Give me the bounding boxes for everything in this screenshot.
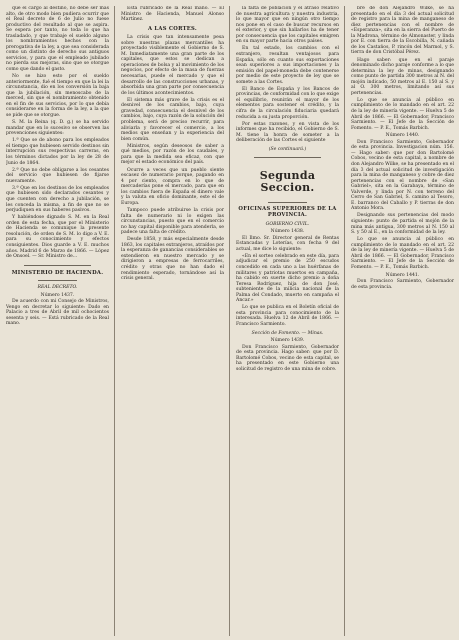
section-heading: A LAS CORTES. — [147, 25, 197, 32]
divider — [38, 280, 77, 281]
section-heading: OFICINAS SUPERIORES DE LA PROVINCIA. — [238, 206, 337, 218]
text-column-2 — [121, 6, 230, 636]
paragraph: El Banco de España y los Bancos de provincias, de conformidad con lo que exige el equilibrio, reunirán el mayor de los elementos para sostener el crédito, y la cifra de la circulación fiduciaria quedará reducida a su justa proporción. — [236, 86, 339, 120]
paragraph: Hago saber: que en el paraje denominado dicho paraje conforme a lo que determina la ley de minas, designando como punto de partida 300 metros al N. del mojón indicado, 50 metros al E. 150 al S. y al O. 300 metros, limitando así sus pertenencias. — [351, 57, 454, 96]
paragraph: El sistema más grave de la crisis es el desnivel de los cambios, bajo, cuya gravedad, consecuencia el desnivel de los cambios, bajo, cuya razón de la solución del problema, será de preciso recurrir, para aliviarla y favorecer el comercio, a los medios que enseñan y la experiencia del bien común. — [121, 97, 224, 142]
paragraph: 1.ª Que se de abono para los empleados el tiempo que hubiesen servido destinos sin interrupción sus respectivas carreras, en los términos dictados por la ley de 28 de Junio de 1864. — [6, 138, 109, 166]
notice-number: Número 1437. — [40, 292, 75, 298]
paragraph: Por estas razones, y en vista de los informes que ha recibido, el Gobierno de S. M. tiene la honra de someter a la deliberación de las Cortes el siguiente — [236, 121, 339, 144]
divider — [24, 265, 91, 266]
paragraph: Tampoco puede atribuirse la crisis por falta de numerario ni lo exigen las circunstancias, puesto que en el comercio no hay capital disponible para atenderla, se padece una falta de crédito. — [121, 207, 224, 236]
paragraph: Lo que se anuncia al público en cumplimiento de lo mandado en el art. 22 de la ley de minería vigente. — Huelva 5 de Abril de 1866. — El Gobernador, Francisco Sarmiento. — El Jefe de la Sección de Fomento. — P. E., Tomás Barbich. — [351, 237, 454, 270]
paragraph: «En el sorteo celebrado en este día, para adjudicar el premio de 250 escudos concedido en cada uno a las huérfanas de militares y patriotas muertos en campaña, ha cabido en suerte dicho premio a doña Teresa Rodríguez, hija de don José, subteniente de la milicia nacional de la Palma del Condado, muerto en campaña el Ancar.» — [236, 253, 339, 304]
subheading: REAL DECRETO. — [37, 285, 78, 291]
paragraph: Designando sus pertenencias del modo siguiente: punto de partida el mojón de la mina más antigua, 300 metros al N. 150 al S. y 50 al E., en la conformidad de la ley. — [351, 213, 454, 236]
paragraph: El Ilmo. Sr. Director general de Rentas Estancadas y Loterías, con fecha 9 del actual, me dice lo siguiente: — [236, 235, 339, 252]
paragraph: De acuerdo con mi Consejo de Ministros, Vengo en decretar lo siguiente: Dado en Palacio a tres de Abril de mil ochocientos sesenta y seis. — Está rubricado de la Real mano. — [6, 299, 109, 327]
text-column-3 — [236, 6, 345, 636]
paragraph: Lo que se publica en el Boletín oficial de esta provincia para conocimiento de la interesada. Huelva 12 de Abril de 1866. — Francisco Sarmiento. — [236, 305, 339, 328]
text-column-1 — [6, 6, 115, 636]
paragraph: Ministros, según deseosos de saber a qué medios, por razón de los caudales, y para que la medida sea eficaz, con que mejor el estado económico del país. — [121, 143, 224, 166]
paragraph: Don Francisco Sarmiento, Gobernador de esta provincia. Hago saber: que por D. Bartolomé Cobos, vecino de esta capital, se ha presentado en este Gobierno una solicitud de registro de una mina de cobre. — [236, 344, 339, 372]
paragraph: Está rubricado de la Real mano. — El Ministro de Hacienda, Manuel Alonso Martínez. — [121, 6, 224, 23]
paragraph: 3.ª Que en los destinos de los empleados que hubiesen sido declarados cesantes y que cuenten con derecho a jubilación, se les conceda la misma, a fin de que no se perjudiquen en sus haberes pasivos. — [6, 185, 109, 214]
paragraph: Ocurre a veces que un pueblo siente escasez de numerario porque, pagando en 4 por ciento, compra en lo que de mercaderías pone el mercado, para que en los cambios fuera de España el dinero vale y la valuta en oficio dominante, este el de Europa. — [121, 167, 224, 206]
paragraph: La crisis que tan intensamente pesa sobre nuestras plazas mercantiles ha proyectado visiblemente el Gobierno de S. M. Inmediatamente una gran parte de los capitales, que estos se dedican a operaciones de bolsa y al movimiento de los negocios, por efecto de la masa de fuerzas necesarias, puede el mercado y que el desarrollo de las construcciones urbanas, y absorbida una gran parte por consecuencia de los últimos acontecimientos. — [121, 35, 224, 96]
notice-number: Número 1441. — [385, 272, 420, 278]
paragraph: Don Francisco Sarmiento, Gobernador de esta provincia. Investigacion núm. 156. — Hago saber: que por don Bartolomé Cobos, vecino de esta capital, a nombre de don Alejandro Wilke, se ha presentado en el día 3 del actual solicitud de investigación para la mina de manganeso y cobre de diez pertenencias con el nombre de «San Gabriel», sita en la Garabaya, término de Valverde, y linda por N. con terreno del Cerro de San Gabriel, S. camino al Tesoro, E. barranco del Caballo y P. tierras de don Antonio Mora. — [351, 139, 454, 212]
text-column-4 — [351, 6, 454, 636]
divider — [268, 202, 307, 203]
paragraph: 2.ª Que no debe obligarse a los cesantes del servicio que hubiesen de fijarse nuevamente. — [6, 167, 109, 184]
notice-number: Número 1439. — [270, 338, 305, 344]
paragraph: En tal estado, los cambios con el extranjero, resultan ventajosos para España, sólo en cuanto sus exportaciones sean superiores a sus importaciones y la emisión del papel-moneda debe contenerse por medio de este proyecto de ley que se somete a las Cortes. — [236, 46, 339, 85]
subheading: Sección de Fomento. — Minas. — [251, 330, 324, 336]
paragraph: Desde 1858, y más especialmente desde 1863, los capitales extranjeros, atraídos por la esperanza de ganancias considerables se extendieron en nuestro mercado y se dirigieron a empresas de ferrocarriles, crédito y otras que no han dado el rendimiento esperado, tornándose así la crisis general. — [121, 237, 224, 282]
paragraph: que el cargo al destino, no debe ser más alto, de otro modo bien pudiera ocurrir que el Real decreto de 6 de Julio no fuese productivo del resultado al que se aspira. Se espera por tanto, no toda lo que ha trasladado, y que trabaje el sueldo alguno los nombramientos hechos con la prerogativa de la ley, a que sea considerada como un distinto de derecho sus antiguos servicios, y para que el empleado jubilado no pierda sus mejoras, sino que se otorgue como que dando el gasto. — [6, 6, 109, 73]
paragraph: bre de don Alejandro Wilke, se ha presentado en el día 3 del actual solicitud de registro para la mina de manganeso de diez pertenencias con el nombre de «Esperanza», sita en la sierra del Puerto de la Madrona, término de Almonaster, y linda por E. con tierra de la Escobilla, N. cañada de los Castaños, P. rincón del Marmol, y S. tierra de don Cristóbal Pérez. — [351, 6, 454, 56]
section-heading: MINISTERIO DE HACIENDA. — [11, 269, 104, 276]
paragraph: Don Francisco Sarmiento, Gobernador de esta provincia. — [351, 279, 454, 290]
continuation-note: (Se continuará.) — [268, 146, 307, 152]
divider — [254, 157, 321, 158]
section-title: Segunda Seccion. — [259, 169, 316, 195]
notice-number: Número 1438. — [270, 229, 305, 235]
paragraph: S. M. la Reina (q. D. g.) se ha servido mandar que en lo sucesivo se observen las prevenciones siguientes: — [6, 120, 109, 137]
subheading: GOBIERNO CIVIL. — [265, 221, 310, 227]
notice-number: Número 1440. — [385, 133, 420, 139]
paragraph: No se hizo esto por el sueldo anteriormente, fué el tiempo en que la lei la circunstancia, dio en los conversión la baja que la jubilación, sin menoscabo de la merced, sin que el nombramiento obtenido en el fin de sus servicios, por lo que debía considerarse en la forma de la ley, a la que se pide que se otorgue. — [6, 74, 109, 118]
paragraph: la falta de población y el atraso relativo de nuestra agricultura y nuestra industria, lo que mayor que en ningún otro tiempo nos pone en el caso de buscar recursos en el exterior, y que sin hallarlos ha de tener por consecuencia que los capitales emigren en su mayor parte hacia otros países. — [236, 6, 339, 45]
paragraph: Lo que se anuncia al público en cumplimiento de lo mandado en el art. 22 de la ley de minería vigente. — Huelva 5 de Abril de 1866. — El Gobernador, Francisco Sarmiento. — El Jefe de la Sección de Fomento. — P. E., Tomás Barbich. — [351, 97, 454, 131]
paragraph: Y habiéndose dignado S. M. en la Real orden de esta fecha, que por el Ministerio de Hacienda se comunique la presente resolución, de orden de S. M. lo digo a V. E. para su conocimiento y efectos consiguientes. Dios guarde a V. E. muchos años. Madrid 6 de Marzo de 1866. — López de Onsoel. — Sr. Ministro de... — [6, 215, 109, 260]
